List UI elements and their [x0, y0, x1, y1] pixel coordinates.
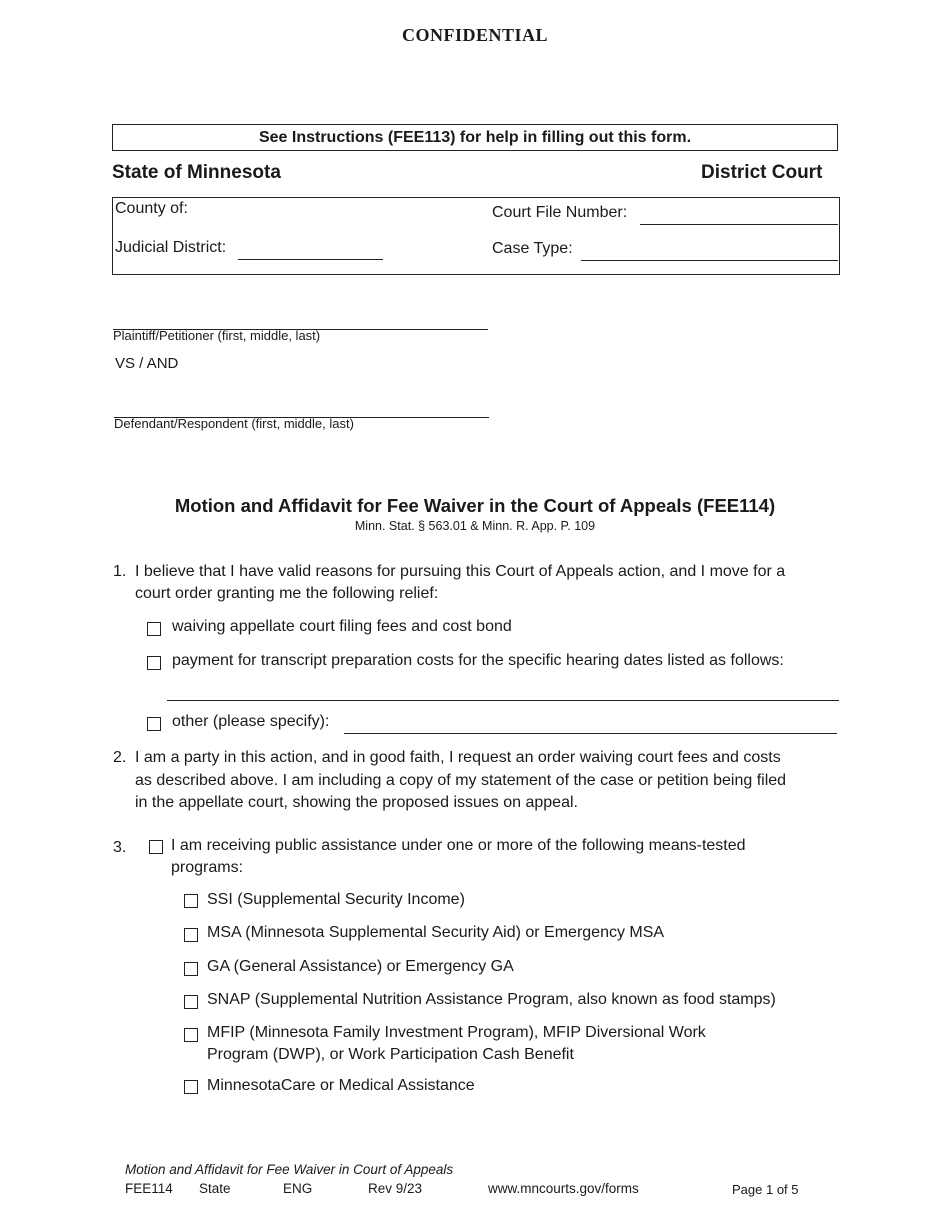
checkbox-other[interactable]: [147, 717, 161, 731]
confidential-heading: CONFIDENTIAL: [401, 25, 549, 45]
case-info-box: [112, 197, 840, 275]
program-mfip-line2: Program (DWP), or Work Participation Cash Benefit: [207, 1046, 574, 1063]
checkbox-transcript-costs[interactable]: [147, 656, 161, 670]
option-other: other (please specify):: [172, 713, 330, 730]
item1-number: 1.: [113, 563, 127, 580]
checkbox-waive-filing-fees[interactable]: [147, 622, 161, 636]
case-type-field[interactable]: [581, 260, 838, 261]
footer-form-title: Motion and Affidavit for Fee Waiver in Court of Appeals: [125, 1162, 454, 1177]
hearing-dates-field[interactable]: [167, 700, 839, 701]
county-label: County of:: [115, 200, 188, 217]
option-waive-filing-fees: waiving appellate court filing fees and cost bond: [172, 618, 512, 635]
court-heading: District Court: [701, 162, 823, 183]
item1-line1: I believe that I have valid reasons for pursuing this Court of Appeals action, and I move for a: [135, 563, 786, 580]
item2-line2: as described above. I am including a copy of my statement of the case or petition being filed: [135, 772, 787, 789]
defendant-label: Defendant/Respondent (first, middle, last): [114, 416, 354, 431]
item2-line3: in the appellate court, showing the proposed issues on appeal.: [135, 794, 578, 811]
program-minnesotacare: MinnesotaCare or Medical Assistance: [207, 1077, 475, 1094]
checkbox-snap[interactable]: [184, 995, 198, 1009]
checkbox-msa[interactable]: [184, 928, 198, 942]
other-specify-field[interactable]: [344, 733, 837, 734]
item3-line2: programs:: [171, 859, 244, 876]
case-type-label: Case Type:: [492, 240, 573, 257]
item3-line1: I am receiving public assistance under one or more of the following means-tested: [171, 837, 746, 854]
footer-form-id: FEE114: [125, 1181, 173, 1196]
option-transcript-costs: payment for transcript preparation costs for the specific hearing dates listed as follows:: [172, 652, 784, 669]
program-snap: SNAP (Supplemental Nutrition Assistance Program, also known as food stamps): [207, 991, 776, 1008]
checkbox-public-assistance[interactable]: [149, 840, 163, 854]
court-file-number-label: Court File Number:: [492, 204, 628, 221]
program-ssi: SSI (Supplemental Security Income): [207, 891, 465, 908]
checkbox-ssi[interactable]: [184, 894, 198, 908]
vs-label: VS / AND: [115, 355, 179, 372]
state-heading: State of Minnesota: [112, 162, 281, 183]
footer-language: ENG: [283, 1181, 313, 1196]
checkbox-mfip[interactable]: [184, 1028, 198, 1042]
instructions-banner: See Instructions (FEE113) for help in filling out this form.: [112, 124, 838, 151]
item1-line2: court order granting me the following relief:: [135, 585, 439, 602]
program-msa: MSA (Minnesota Supplemental Security Aid) or Emergency MSA: [207, 924, 665, 941]
footer-page-number: Page 1 of 5: [732, 1182, 799, 1197]
checkbox-ga[interactable]: [184, 962, 198, 976]
program-ga: GA (General Assistance) or Emergency GA: [207, 958, 514, 975]
checkbox-minnesotacare[interactable]: [184, 1080, 198, 1094]
item3-number: 3.: [113, 839, 127, 856]
program-mfip-line1: MFIP (Minnesota Family Investment Program), MFIP Diversional Work: [207, 1024, 706, 1041]
statute-citation: Minn. Stat. § 563.01 & Minn. R. App. P. 109: [354, 519, 596, 533]
form-title: Motion and Affidavit for Fee Waiver in the Court of Appeals (FEE114): [174, 495, 776, 516]
footer-revision: Rev 9/23: [368, 1181, 423, 1196]
footer-jurisdiction: State: [199, 1181, 231, 1196]
judicial-district-label: Judicial District:: [115, 239, 227, 256]
plaintiff-label: Plaintiff/Petitioner (first, middle, last): [113, 328, 321, 343]
item2-line1: I am a party in this action, and in good faith, I request an order waiving court fees and costs: [135, 749, 781, 766]
footer-url[interactable]: www.mncourts.gov/forms: [488, 1181, 639, 1196]
court-file-number-field[interactable]: [640, 224, 838, 225]
item2-number: 2.: [113, 749, 127, 766]
judicial-district-field[interactable]: [238, 259, 383, 260]
